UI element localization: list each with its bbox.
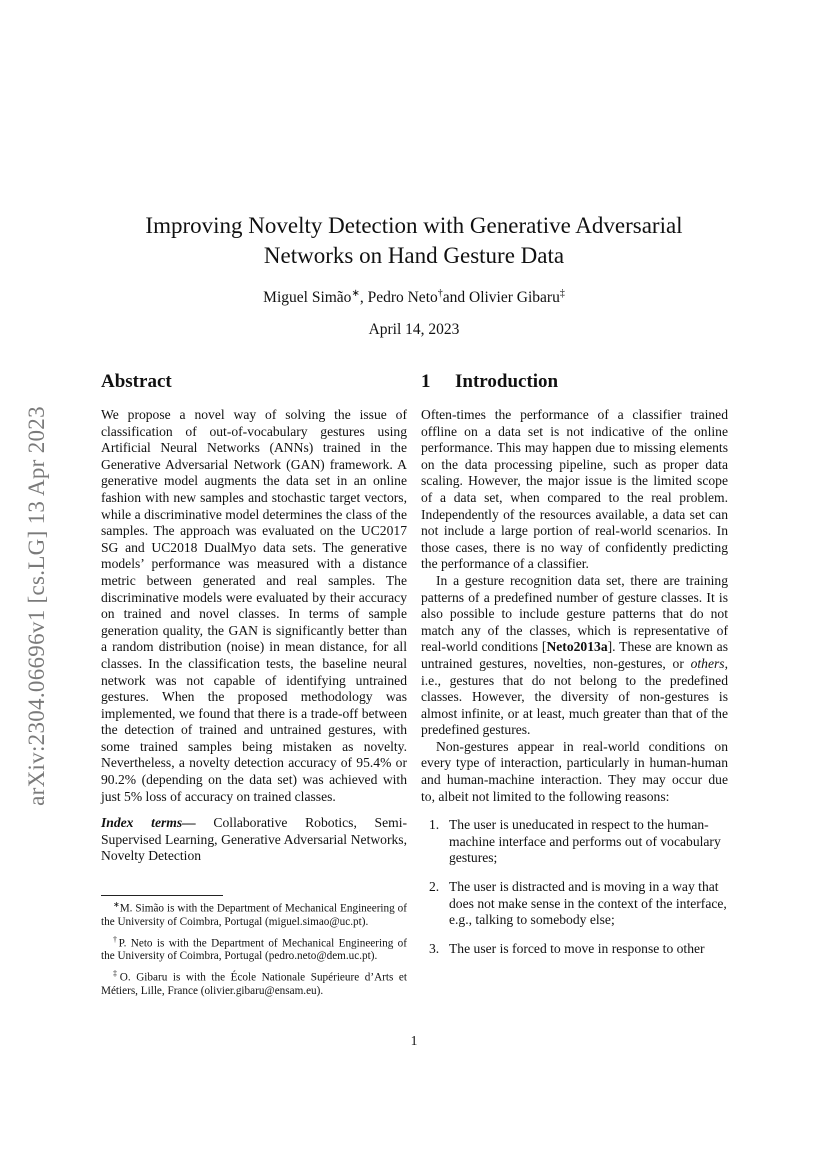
footnote-rule: [101, 895, 223, 896]
intro-p2-text: , i.e., gestures that do not belong to the predefined classes. However, the diversity of non-gestures is almost infinite, or at least, much greater than that of the predefined gestures.: [421, 655, 728, 738]
abstract-body: [101, 407, 407, 865]
citation-link[interactable]: Neto2013a: [546, 639, 608, 655]
footnote-text: M. Simão is with the Department of Mechanical Engineering of the University of Coimbra, Portugal (miguel.simao@uc.pt).: [101, 902, 407, 928]
list-item-text: The user is distracted and is moving in a way that does not make sense in the context of the interface, e.g., talking to somebody else;: [449, 879, 727, 928]
index-terms: [101, 815, 407, 865]
author-list: [100, 288, 728, 307]
list-item: [421, 817, 728, 867]
abstract-text: We propose a novel way of solving the issue of classification of out-of-vocabulary gestures using Artificial Neural Networks (ANNs) trained in the Generative Adversarial Network (GAN) framework. A generative model augments the data set in an online fashion with new samples and stochastic target vectors, while a discriminative model determines the class of the samples. The approach was evaluated on the UC2017 SG and UC2018 DualMyo data sets. The generative models’ performance was measured with a distance metric between generated and real samples. The discriminative models were evaluated by their accuracy on trained and novel classes. In terms of sample generation quality, the GAN is significantly better than a random distribution (noise) in mean distance, for all classes. In the classification tests, the baseline neural network was not capable of identifying untrained gestures. When the proposed methodology was implemented, we found that there is a trade-off between the detection of trained and untrained gestures, with some trained samples being mistaken as novelty. Nevertheless, a novelty detection accuracy of 95.4% or 90.2% (depending on the data set) was achieved with just 5% loss of accuracy on trained classes.: [101, 407, 407, 804]
intro-p2-emphasis: others: [690, 655, 725, 671]
footnote-mark: †: [113, 934, 119, 944]
index-terms-text: Collaborative Robotics, Semi-Supervised Learning, Generative Adversarial Networks, Novelty Detection: [101, 815, 408, 864]
list-item-number: 3.: [429, 940, 440, 956]
author-separator-1: , Pedro Neto: [359, 289, 438, 307]
footnote-text: O. Gibaru is with the École Nationale Supérieure d’Arts et Métiers, Lille, France (olivier.gibaru@ensam.eu).: [101, 972, 407, 998]
author-separator-2: and Olivier Gibaru: [442, 289, 560, 307]
list-item-text: The user is forced to move in response to other: [449, 940, 705, 956]
title-line-1: Improving Novelty Detection with Generative Adversarial: [145, 213, 683, 238]
paper-date: April 14, 2023: [368, 321, 460, 338]
intro-paragraph-3: Non-gestures appear in real-world conditions on every type of interaction, particularly in human-human and human-machine interaction. They may occur due to, albeit not limited to the following reasons:: [421, 738, 728, 804]
list-item: [421, 941, 728, 958]
author-1: Miguel Simão: [263, 289, 352, 307]
arxiv-identifier: [22, 362, 52, 850]
footnotes: [101, 898, 407, 1002]
intro-p2-text: In a gesture recognition data set, there are training patterns of a predefined number of gesture classes. It is also possible to include gesture patterns that do not match any of the classes, which is representative of real-world conditions [: [421, 572, 728, 655]
section-title: Introduction: [455, 371, 559, 392]
author-1-mark: ∗: [351, 288, 360, 299]
paper-title: [100, 211, 728, 271]
list-item-number: 1.: [429, 817, 440, 833]
footnote: [101, 933, 407, 964]
intro-p2-text: ]. These are known as untrained gestures, novelties, non-gestures, or: [421, 639, 729, 671]
title-line-2: Networks on Hand Gesture Data: [263, 243, 565, 268]
arxiv-identifier-text: arXiv:2304.06696v1 [cs.LG] 13 Apr 2023: [24, 406, 49, 806]
author-3-mark: ‡: [559, 288, 565, 299]
reasons-list: [421, 817, 728, 957]
page-number: 1: [410, 1033, 418, 1048]
footnote-mark: ∗: [113, 900, 120, 909]
list-item-number: 2.: [429, 879, 440, 895]
footnote: [101, 898, 407, 929]
list-item-text: The user is uneducated in respect to the human-machine interface and performs out of vocabulary gestures;: [449, 817, 721, 866]
introduction-body: [421, 407, 728, 957]
abstract-heading: Abstract: [101, 371, 172, 392]
index-terms-label: Index terms—: [101, 815, 196, 831]
footnote-text: P. Neto is with the Department of Mechanical Engineering of the University of Coimbra, Portugal (pedro.neto@dem.uc.pt).: [101, 937, 407, 963]
intro-paragraph-1: Often-times the performance of a classifier trained offline on a data set is not indicative of the online performance. This may happen due to missing elements on the data processing pipeline, such as proper data scaling. However, the major issue is the limited scope of a data set, when compared to the real problem. Independently of the resources available, a data set can not include a large portion of real-world scenarios. In those cases, there is no way of confidently predicting the performance of a classifier.: [421, 407, 728, 572]
author-2-mark: †: [437, 288, 443, 299]
footnote: [101, 967, 407, 998]
section-heading-introduction: [421, 370, 558, 394]
intro-paragraph-2: [421, 573, 728, 739]
footnote-mark: ‡: [113, 969, 120, 979]
section-number: 1: [421, 371, 431, 392]
list-item: [421, 879, 728, 929]
